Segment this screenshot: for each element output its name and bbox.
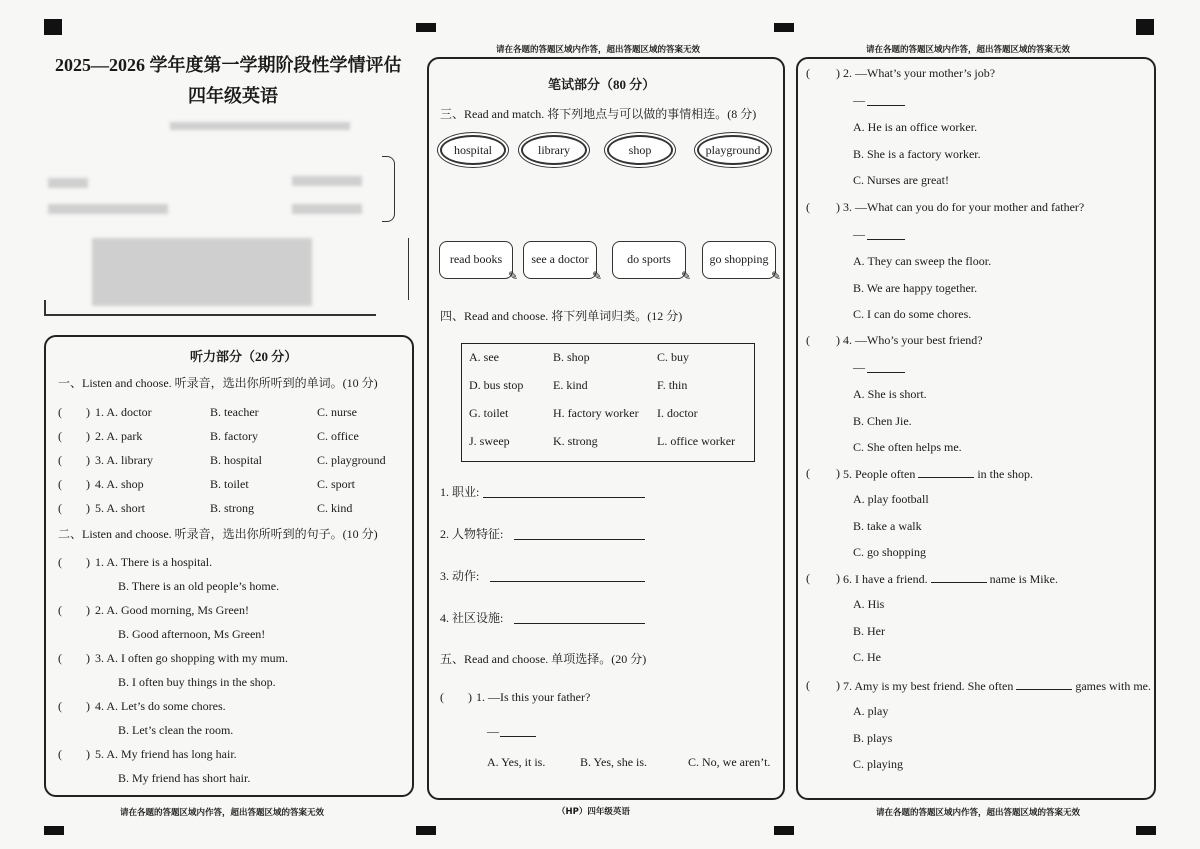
question-text: 2. —What’s your mother’s job? bbox=[843, 66, 996, 80]
answer-paren-open: ( bbox=[58, 747, 62, 761]
option: C. He bbox=[853, 650, 881, 664]
option-c: C. kind bbox=[317, 501, 353, 515]
answer-area-notice: 请在各题的答题区域内作答，超出答题区域的答案无效 bbox=[876, 808, 1081, 818]
option-b: B. toilet bbox=[210, 477, 249, 491]
place-cloud-playground[interactable]: playground bbox=[697, 135, 769, 165]
option-a: 4. A. Let’s do some chores. bbox=[95, 699, 226, 713]
option: C. I can do some chores. bbox=[853, 307, 972, 321]
answer-paren-close: ) bbox=[836, 200, 840, 214]
answer-paren-close: ) bbox=[86, 651, 90, 665]
part5-title: 五、Read and choose. 单项选择。(20 分) bbox=[440, 652, 647, 666]
question-text: 4. A. shop bbox=[95, 477, 144, 491]
answer-paren-close: ) bbox=[836, 466, 840, 480]
option: A. She is short. bbox=[853, 387, 927, 401]
question-text: 2. A. park bbox=[95, 429, 143, 443]
answer-slot[interactable] bbox=[812, 200, 834, 214]
registration-mark bbox=[416, 23, 436, 32]
redacted-info bbox=[292, 176, 362, 186]
part3-title: 三、Read and match. 将下列地点与可以做的事情相连。(8 分) bbox=[440, 107, 757, 121]
answer-paren-open: ( bbox=[58, 477, 62, 491]
word-item: J. sweep bbox=[469, 434, 510, 448]
word-item: G. toilet bbox=[469, 406, 509, 420]
place-cloud-library[interactable]: library bbox=[521, 135, 587, 165]
answer-slot[interactable] bbox=[64, 651, 84, 665]
exam-subject: 四年级英语 bbox=[188, 86, 278, 106]
question-text: 3. A. library bbox=[95, 453, 153, 467]
option: A. play bbox=[853, 704, 889, 718]
answer-line[interactable] bbox=[514, 623, 645, 624]
option: C. playing bbox=[853, 757, 903, 771]
registration-mark bbox=[44, 826, 64, 835]
answer-paren-open: ( bbox=[58, 555, 62, 569]
pencil-icon: ✎ bbox=[507, 269, 518, 283]
word-item: B. shop bbox=[553, 350, 590, 364]
option-b: B. Good afternoon, Ms Green! bbox=[118, 627, 266, 641]
answer-paren-close: ) bbox=[836, 66, 840, 80]
answer-line[interactable] bbox=[490, 581, 645, 582]
option-b: B. factory bbox=[210, 429, 258, 443]
option: B. We are happy together. bbox=[853, 280, 978, 295]
activity-card[interactable] bbox=[702, 241, 781, 283]
option-c: C. nurse bbox=[317, 405, 357, 419]
activity-card[interactable] bbox=[523, 241, 602, 283]
question-part: 5. People often bbox=[843, 467, 916, 481]
answer-line[interactable] bbox=[867, 239, 905, 240]
answer-line[interactable] bbox=[500, 736, 536, 737]
option: B. take a walk bbox=[853, 518, 922, 533]
option: C. Nurses are great! bbox=[853, 173, 949, 187]
word-item: K. strong bbox=[553, 434, 598, 448]
binding-line bbox=[382, 156, 395, 222]
option: A. His bbox=[853, 597, 885, 611]
question-part: name is Mike. bbox=[989, 572, 1058, 586]
word-item: H. factory worker bbox=[553, 406, 639, 420]
answer-paren-close: ) bbox=[836, 571, 840, 585]
answer-slot[interactable] bbox=[64, 501, 84, 515]
question-text bbox=[843, 678, 1151, 693]
question-part: 6. I have a friend. bbox=[843, 572, 928, 586]
answer-slot[interactable] bbox=[812, 571, 834, 585]
answer-paren-open: ( bbox=[58, 405, 62, 419]
footer-code: （HP）四年级英语 bbox=[557, 807, 630, 817]
registration-mark bbox=[774, 826, 794, 835]
question-text: 1. —Is this your father? bbox=[476, 690, 591, 704]
option-a: 5. A. My friend has long hair. bbox=[95, 747, 237, 761]
answer-paren-open: ( bbox=[806, 66, 810, 80]
answer-slot[interactable] bbox=[64, 429, 84, 443]
answer-dash: — bbox=[853, 360, 865, 374]
answer-slot[interactable] bbox=[812, 333, 834, 347]
option-a: 2. A. Good morning, Ms Green! bbox=[95, 603, 249, 617]
option-b: B. My friend has short hair. bbox=[118, 771, 251, 785]
answer-paren-open: ( bbox=[58, 699, 62, 713]
answer-slot[interactable] bbox=[64, 405, 84, 419]
option-b: B. There is an old people’s home. bbox=[118, 579, 280, 593]
activity-label: read books bbox=[449, 252, 503, 266]
answer-paren-open: ( bbox=[58, 429, 62, 443]
answer-line[interactable] bbox=[867, 105, 905, 106]
listening-title: 听力部分（20 分） bbox=[190, 349, 298, 364]
option-b: B. I often buy things in the shop. bbox=[118, 675, 276, 689]
question-text: 5. A. short bbox=[95, 501, 146, 515]
answer-paren-close: ) bbox=[86, 603, 90, 617]
option: B. Her bbox=[853, 623, 885, 638]
answer-paren-close: ) bbox=[86, 477, 90, 491]
answer-slot[interactable] bbox=[64, 603, 84, 617]
word-item: F. thin bbox=[657, 378, 688, 392]
question-text: 1. A. doctor bbox=[95, 405, 152, 419]
category-label: 3. 动作: bbox=[440, 569, 480, 583]
option-c: C. office bbox=[317, 429, 359, 443]
answer-slot[interactable] bbox=[812, 66, 834, 80]
answer-paren-open: ( bbox=[806, 571, 810, 585]
answer-dash: — bbox=[487, 724, 499, 738]
written-title: 笔试部分（80 分） bbox=[548, 77, 656, 92]
answer-slot[interactable] bbox=[64, 699, 84, 713]
answer-slot[interactable] bbox=[64, 555, 84, 569]
question-text: 4. —Who’s your best friend? bbox=[843, 333, 983, 347]
option: B. Chen Jie. bbox=[853, 413, 912, 428]
answer-paren-close: ) bbox=[86, 555, 90, 569]
pencil-icon: ✎ bbox=[591, 269, 602, 283]
option-b: B. Let’s clean the room. bbox=[118, 723, 234, 737]
answer-paren-close: ) bbox=[836, 678, 840, 692]
answer-slot[interactable] bbox=[812, 678, 834, 692]
answer-dash: — bbox=[853, 93, 865, 107]
question-text: 3. —What can you do for your mother and father? bbox=[843, 200, 1085, 214]
answer-area-notice: 请在各题的答题区域内作答，超出答题区域的答案无效 bbox=[496, 45, 701, 55]
option: C. She often helps me. bbox=[853, 440, 962, 454]
option-a: 3. A. I often go shopping with my mum. bbox=[95, 651, 288, 665]
part2-title: 二、Listen and choose. 听录音，选出你所听到的句子。(10 分) bbox=[58, 527, 378, 541]
binding-line bbox=[408, 238, 409, 300]
pencil-icon: ✎ bbox=[770, 269, 781, 283]
question-part: 7. Amy is my best friend. She often bbox=[843, 679, 1014, 693]
answer-area-notice: 请在各题的答题区域内作答，超出答题区域的答案无效 bbox=[120, 808, 325, 818]
option: B. plays bbox=[853, 730, 893, 745]
answer-slot[interactable] bbox=[812, 466, 834, 480]
option: B. She is a factory worker. bbox=[853, 146, 981, 161]
answer-blank[interactable] bbox=[918, 466, 974, 478]
answer-paren-close: ) bbox=[86, 429, 90, 443]
option-b: B. Yes, she is. bbox=[580, 755, 648, 769]
answer-paren-close: ) bbox=[836, 333, 840, 347]
option-b: B. strong bbox=[210, 501, 255, 515]
answer-slot[interactable] bbox=[446, 690, 466, 704]
answer-paren-close: ) bbox=[86, 405, 90, 419]
answer-line[interactable] bbox=[867, 372, 905, 373]
answer-paren-open: ( bbox=[806, 200, 810, 214]
category-label: 1. 职业: bbox=[440, 485, 480, 499]
word-item: D. bus stop bbox=[469, 378, 524, 392]
option-b: B. hospital bbox=[210, 453, 263, 467]
word-item: A. see bbox=[469, 350, 499, 364]
answer-blank[interactable] bbox=[1016, 678, 1072, 690]
part1-title: 一、Listen and choose. 听录音，选出你所听到的单词。(10 分) bbox=[58, 376, 378, 390]
answer-paren-close: ) bbox=[86, 501, 90, 515]
answer-line[interactable] bbox=[514, 539, 645, 540]
binding-line bbox=[44, 300, 376, 316]
option: A. They can sweep the floor. bbox=[853, 254, 992, 268]
answer-paren-open: ( bbox=[58, 453, 62, 467]
answer-paren-open: ( bbox=[440, 690, 444, 704]
question-part: in the shop. bbox=[977, 467, 1033, 481]
answer-paren-open: ( bbox=[806, 678, 810, 692]
option: C. go shopping bbox=[853, 545, 927, 559]
redacted-info bbox=[48, 204, 168, 214]
answer-line[interactable] bbox=[483, 497, 645, 498]
option-a: A. Yes, it is. bbox=[487, 755, 546, 769]
pencil-icon: ✎ bbox=[680, 269, 691, 283]
registration-mark bbox=[1136, 19, 1154, 35]
answer-paren-open: ( bbox=[806, 466, 810, 480]
word-item: C. buy bbox=[657, 350, 690, 364]
question-text bbox=[843, 571, 1058, 586]
place-cloud-shop[interactable]: shop bbox=[607, 135, 673, 165]
option-c: C. playground bbox=[317, 453, 386, 467]
registration-mark bbox=[416, 826, 436, 835]
registration-mark bbox=[44, 19, 62, 35]
activity-card[interactable] bbox=[612, 241, 691, 283]
redacted-info bbox=[170, 122, 350, 130]
registration-mark bbox=[1136, 826, 1156, 835]
activity-card[interactable] bbox=[439, 241, 518, 283]
question-text bbox=[843, 466, 1033, 481]
answer-dash: — bbox=[853, 227, 865, 241]
answer-slot[interactable] bbox=[64, 747, 84, 761]
option-a: 1. A. There is a hospital. bbox=[95, 555, 213, 569]
place-cloud-hospital[interactable]: hospital bbox=[440, 135, 506, 165]
answer-paren-open: ( bbox=[58, 603, 62, 617]
redacted-info bbox=[92, 238, 312, 306]
registration-mark bbox=[774, 23, 794, 32]
answer-blank[interactable] bbox=[931, 571, 987, 583]
option-c: C. No, we aren’t. bbox=[688, 755, 771, 769]
answer-paren-open: ( bbox=[58, 501, 62, 515]
answer-paren-close: ) bbox=[86, 453, 90, 467]
answer-slot[interactable] bbox=[64, 453, 84, 467]
option: A. play football bbox=[853, 492, 929, 506]
answer-area-notice: 请在各题的答题区域内作答，超出答题区域的答案无效 bbox=[866, 45, 1071, 55]
part4-title: 四、Read and choose. 将下列单词归类。(12 分) bbox=[440, 309, 683, 323]
answer-paren-close: ) bbox=[86, 747, 90, 761]
redacted-info bbox=[48, 178, 88, 188]
activity-label: go shopping bbox=[709, 252, 769, 266]
option-c: C. sport bbox=[317, 477, 356, 491]
answer-paren-close: ) bbox=[86, 699, 90, 713]
answer-slot[interactable] bbox=[64, 477, 84, 491]
category-label: 4. 社区设施: bbox=[440, 611, 504, 625]
answer-paren-open: ( bbox=[58, 651, 62, 665]
redacted-info bbox=[292, 204, 362, 214]
option: A. He is an office worker. bbox=[853, 120, 978, 134]
option-b: B. teacher bbox=[210, 405, 259, 419]
answer-paren-open: ( bbox=[806, 333, 810, 347]
question-part: games with me. bbox=[1075, 679, 1151, 693]
activity-label: do sports bbox=[627, 252, 671, 266]
answer-paren-close: ) bbox=[468, 690, 472, 704]
activity-label: see a doctor bbox=[531, 252, 589, 266]
word-item: E. kind bbox=[553, 378, 588, 392]
category-label: 2. 人物特征: bbox=[440, 527, 504, 541]
word-item: I. doctor bbox=[657, 406, 698, 420]
word-item: L. office worker bbox=[657, 434, 736, 448]
exam-title: 2025—2026 学年度第一学期阶段性学情评估 bbox=[55, 55, 402, 75]
